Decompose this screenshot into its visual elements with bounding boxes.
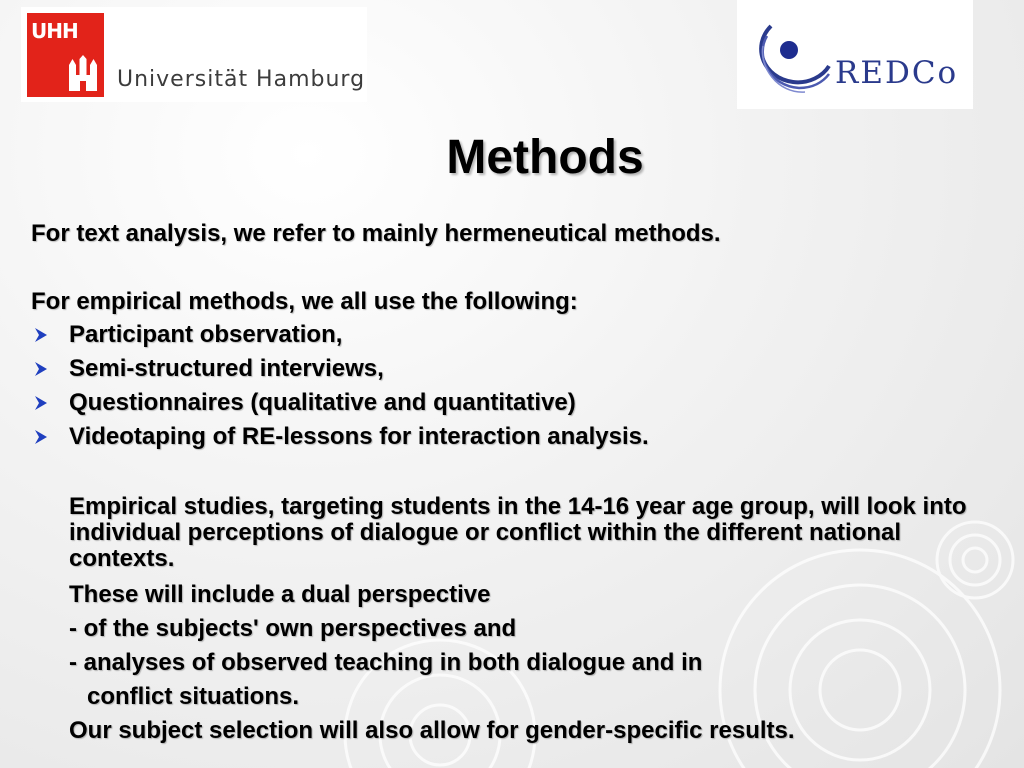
- redco-logo: [737, 0, 973, 109]
- arrow-bullet-icon: [31, 393, 51, 413]
- arrow-bullet-icon: [31, 359, 51, 379]
- perspective-teaching-continuation: conflict situations.: [87, 683, 300, 710]
- universitaet-hamburg-logo: [21, 7, 367, 102]
- empirical-studies-paragraph: Empirical studies, targeting students in the 14-16 year age group, will look into individual perceptions of dialogue or conflict within the different national contexts.: [69, 493, 967, 572]
- perspective-teaching-line: - analyses of observed teaching in both dialogue and in: [69, 649, 703, 676]
- page-title: Methods: [446, 131, 644, 184]
- empirical-methods-intro: For empirical methods, we all use the following:: [31, 288, 578, 315]
- uhh-name: Universität Hamburg: [117, 67, 366, 92]
- bullet-semi-structured-interviews: Semi-structured interviews,: [69, 355, 384, 382]
- bullet-videotaping: Videotaping of RE-lessons for interaction analysis.: [69, 423, 649, 450]
- uhh-mark: UHH: [31, 19, 78, 43]
- castle-icon: [67, 55, 99, 95]
- text-analysis-statement: For text analysis, we refer to mainly hermeneutical methods.: [31, 220, 721, 247]
- bullet-questionnaires: Questionnaires (qualitative and quantitative): [69, 389, 576, 416]
- uhh-red-block: [27, 13, 104, 97]
- redco-name: REDCo: [835, 55, 959, 91]
- redco-swirl-icon: [749, 12, 833, 96]
- perspective-subjects-line: - of the subjects' own perspectives and: [69, 615, 517, 642]
- arrow-bullet-icon: [31, 325, 51, 345]
- arrow-bullet-icon: [31, 427, 51, 447]
- bullet-participant-observation: Participant observation,: [69, 321, 343, 348]
- dual-perspective-line: These will include a dual perspective: [69, 581, 491, 608]
- gender-specific-results-line: Our subject selection will also allow for gender-specific results.: [69, 717, 795, 744]
